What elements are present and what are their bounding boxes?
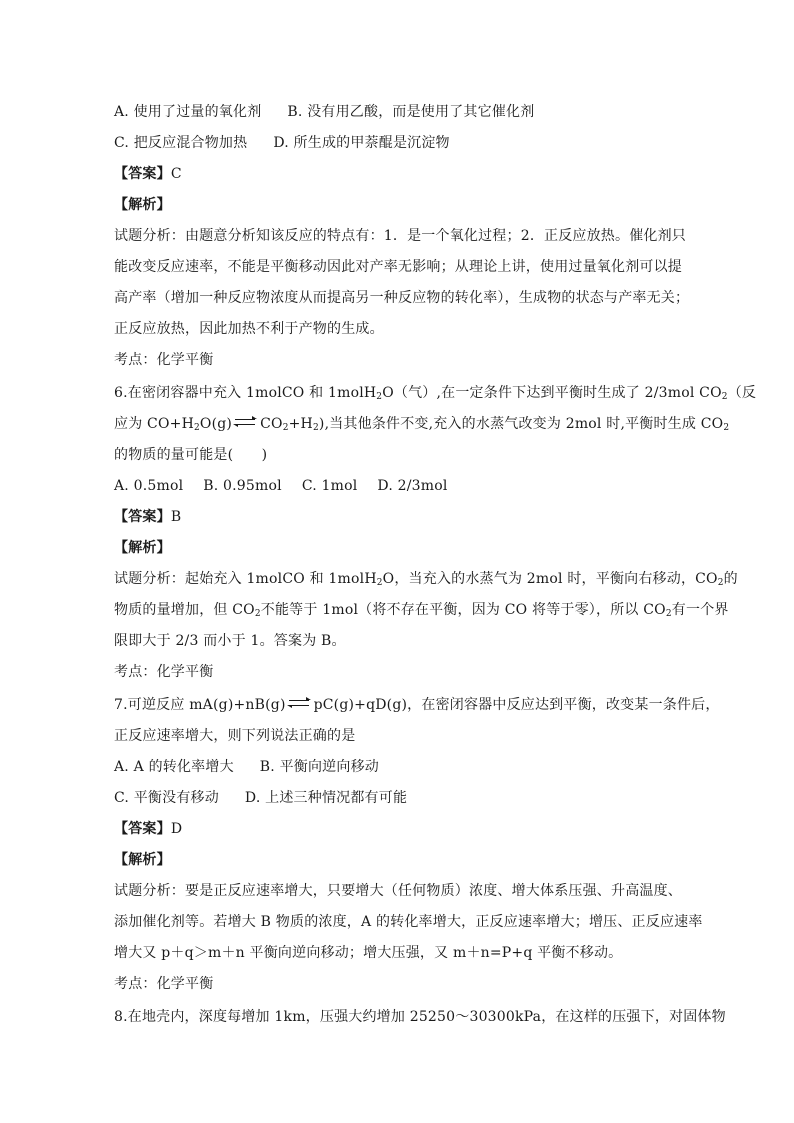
q6-stem-text: ),当其他条件不变,充入的水蒸气改变为 2mol 时,平衡时生成 CO (318, 416, 724, 432)
q6-option-c: C. 1mol (301, 478, 358, 494)
subscript: 2 (193, 423, 200, 433)
q6-stem-text: O(g) (199, 416, 233, 432)
q5-point: 考点：化学平衡 (114, 352, 214, 368)
q6-analysis-line (114, 569, 738, 589)
subscript: 2 (376, 578, 383, 588)
q7-stem-line-2: 正反应速率增大，则下列说法正确的是 (114, 728, 356, 744)
q5-analysis-line: 高产率（增加一种反应物浓度从而提高另一种反应物的转化率），生成物的状态与产率无关； (114, 290, 690, 306)
equilibrium-arrow-icon (289, 697, 311, 709)
q6-analysis-label: 【解析】 (114, 540, 171, 556)
q7-option-d: D. 上述三种情况都有可能 (244, 790, 408, 806)
q5-option-c: C. 把反应混合物加热 (114, 135, 248, 151)
q5-analysis-line: 正反应放热，因此加热不利于产物的生成。 (114, 321, 384, 337)
q6-options-row (114, 476, 448, 496)
q6-stem-text: CO (260, 416, 283, 432)
q6-analysis-text: 不能等于 1mol（将不存在平衡，因为 CO 将等于零），所以 CO (260, 602, 666, 618)
q5-option-d: D. 所生成的甲萘醌是沉淀物 (273, 135, 450, 151)
q6-analysis-text: 有一个界 (671, 602, 729, 618)
subscript: 2 (665, 609, 672, 619)
q6-option-b: B. 0.95mol (203, 478, 282, 494)
q7-stem-line-1 (114, 695, 720, 715)
q5-analysis-line: 能改变反应速率，不能是平衡移动因此对产率无影响；从理论上讲，使用过量氧化剂可以提 (114, 259, 682, 275)
q7-point: 考点：化学平衡 (114, 976, 214, 992)
q6-stem-text: +H (288, 416, 313, 432)
q6-option-a: A. 0.5mol (114, 478, 184, 494)
q7-analysis-label: 【解析】 (114, 852, 171, 868)
q7-analysis-line: 添加催化剂等。若增大 B 物质的浓度，A 的转化率增大，正反应速率增大；增压、正反应速率 (114, 914, 703, 930)
q8-stem-line-1: 8.在地壳内，深度每增加 1km，压强大约增加 25250～30300kPa，在这样的压强下，对固体物 (114, 1009, 726, 1025)
q6-option-d: D. 2/3mol (377, 478, 448, 494)
q7-stem-text: 7.可逆反应 mA(g)+nB(g) (114, 697, 286, 713)
answer-label: 【答案】 (114, 821, 171, 837)
q7-stem-text: pC(g)+qD(g)，在密闭容器中反应达到平衡，改变某一条件后， (313, 697, 720, 713)
q7-answer (114, 819, 182, 839)
q6-analysis-text: O，当充入的水蒸气为 2mol 时，平衡向右移动，CO (382, 571, 718, 587)
q6-stem-line-3: 的物质的量可能是( ) (114, 447, 268, 463)
q7-analysis-line: 试题分析：要是正反应速率增大，只要增大（任何物质）浓度、增大体系压强、升高温度、 (114, 883, 682, 899)
subscript: 2 (254, 609, 261, 619)
q5-options-row-2 (114, 133, 450, 153)
q7-option-c: C. 平衡没有移动 (114, 790, 219, 806)
q7-options-row-1 (114, 757, 379, 777)
answer-value: C (170, 166, 182, 182)
q6-stem-text: 应为 CO+H (114, 416, 194, 432)
q6-stem-text: 6.在密闭容器中充入 1molCO 和 1molH (114, 385, 377, 401)
q5-analysis-label: 【解析】 (114, 197, 171, 213)
subscript: 2 (717, 578, 724, 588)
answer-value: D (170, 821, 183, 837)
q6-analysis-line: 限即大于 2/3 而小于 1。答案为 B。 (114, 633, 346, 649)
answer-label: 【答案】 (114, 166, 171, 182)
q7-option-b: B. 平衡向逆向移动 (259, 759, 379, 775)
q6-analysis-text: 试题分析：起始充入 1molCO 和 1molH (114, 571, 377, 587)
answer-value: B (170, 509, 182, 525)
subscript: 2 (721, 392, 728, 402)
subscript: 2 (723, 423, 730, 433)
q7-analysis-line: 增大又 p＋q＞m＋n 平衡向逆向移动；增大压强，又 m＋n=P+q 平衡不移动。 (114, 945, 623, 961)
q7-option-a: A. A 的转化率增大 (114, 759, 234, 775)
subscript: 2 (312, 423, 319, 433)
q5-options-row-1 (114, 102, 534, 122)
subscript: 2 (376, 392, 383, 402)
q6-stem-line-2 (114, 414, 729, 434)
q6-point: 考点：化学平衡 (114, 664, 214, 680)
q5-option-b: B. 没有用乙酸，而是使用了其它催化剂 (287, 104, 535, 120)
subscript: 2 (282, 423, 289, 433)
answer-label: 【答案】 (114, 509, 171, 525)
q5-answer (114, 164, 182, 184)
q6-stem-text: O（气）,在一定条件下达到平衡时生成了 2/3mol CO (382, 385, 722, 401)
q7-options-row-2 (114, 788, 407, 808)
q6-analysis-text: 的 (723, 571, 738, 587)
q5-analysis-line: 试题分析：由题意分析知该反应的特点有：1．是一个氧化过程；2．正反应放热。催化剂只 (114, 228, 687, 244)
equilibrium-arrow-icon (235, 416, 257, 428)
q6-analysis-text: 物质的量增加，但 CO (114, 602, 255, 618)
q5-option-a: A. 使用了过量的氧化剂 (114, 104, 262, 120)
q6-answer (114, 507, 181, 527)
q6-analysis-line (114, 600, 729, 620)
q6-stem-text: （反 (727, 385, 757, 401)
q6-stem-line-1 (114, 383, 756, 403)
